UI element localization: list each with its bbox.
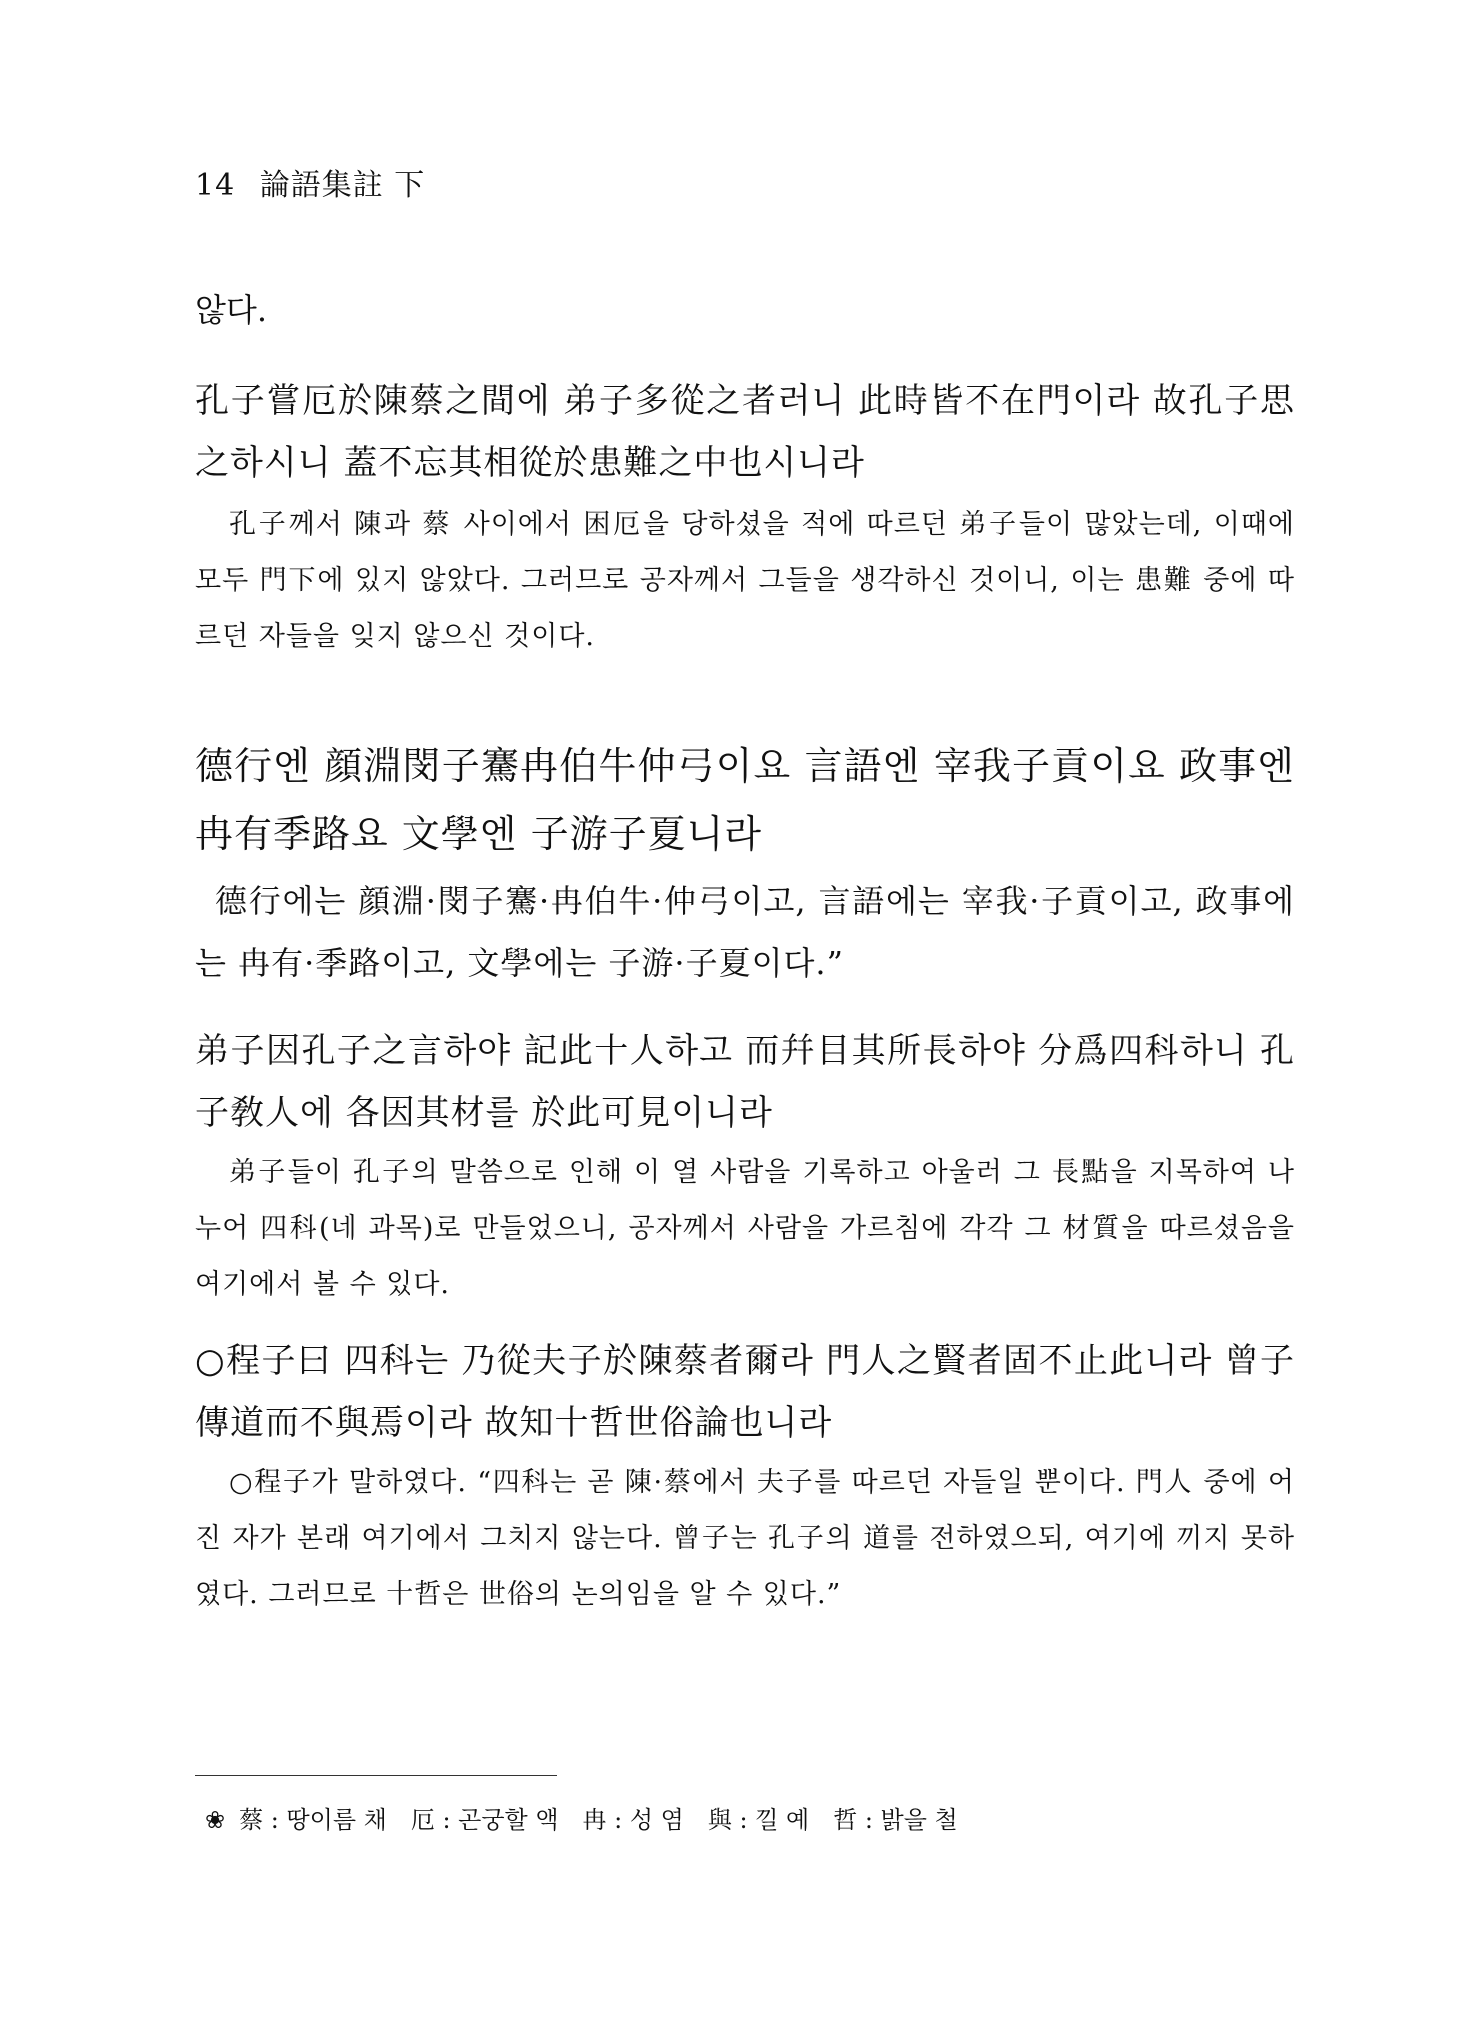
commentary-hanmun-1: 孔子嘗厄於陳蔡之間에 弟子多從之者러니 此時皆不在門이라 故孔子思之하시니 蓋不忘其相從於患難之中也시니라 [195,381,1295,483]
commentary-hanmun-2: 弟子因孔子之言하야 記此十人하고 而幷目其所長하야 分爲四科하니 孔子敎人에 各因其材를 於此可見이니라 [195,1031,1295,1133]
flower-icon: ❀ [205,1806,226,1834]
commentary-translation-2: 弟子들이 孔子의 말씀으로 인해 이 열 사람을 기록하고 아울러 그 長點을 지목하여 나누어 四科(네 과목)로 만들었으니, 공자께서 사람을 가르침에 각각 그 材質을 따르셨음을 여기에서 볼 수 있다. [195,1157,1295,1300]
footnote [205,1800,958,1835]
continuation-text: 않다. [195,291,267,329]
footnote-text: 蔡 : 땅이름 채 厄 : 곤궁할 액 冉 : 성 염 與 : 낄 예 哲 : 밝을 철 [239,1806,958,1834]
running-header [195,160,439,204]
commentary-hanmun-3: ○程子曰 四科는 乃從夫子於陳蔡者爾라 門人之賢者固不止此니라 曾子傳道而不與焉이라 故知十哲世俗論也니라 [195,1341,1295,1443]
footnote-divider [195,1775,557,1776]
main-text-translation: 德行에는 顔淵·閔子騫·冉伯牛·仲弓이고, 言語에는 宰我·子貢이고, 政事에는 冉有·季路이고, 文學에는 子游·子夏이다.” [195,882,1295,982]
page-number: 14 [195,168,236,203]
book-title: 論語集註 下 [259,168,426,203]
main-text-hanmun: 德行엔 顔淵閔子騫冉伯牛仲弓이요 言語엔 宰我子貢이요 政事엔 冉有季路요 文學엔 子游子夏니라 [195,744,1295,856]
commentary-translation-3: ○程子가 말하였다. “四科는 곧 陳·蔡에서 夫子를 따르던 자들일 뿐이다. 門人 중에 어진 자가 본래 여기에서 그치지 않는다. 曾子는 孔子의 道를 전하였으되, 여기에 끼지 못하였다. 그러므로 十哲은 世俗의 논의임을 알 수 있다.” [195,1467,1295,1610]
commentary-translation-1: 孔子께서 陳과 蔡 사이에서 困厄을 당하셨을 적에 따르던 弟子들이 많았는데, 이때에 모두 門下에 있지 않았다. 그러므로 공자께서 그들을 생각하신 것이니, 이는 患難 중에 따르던 자들을 잊지 않으신 것이다. [195,509,1295,652]
